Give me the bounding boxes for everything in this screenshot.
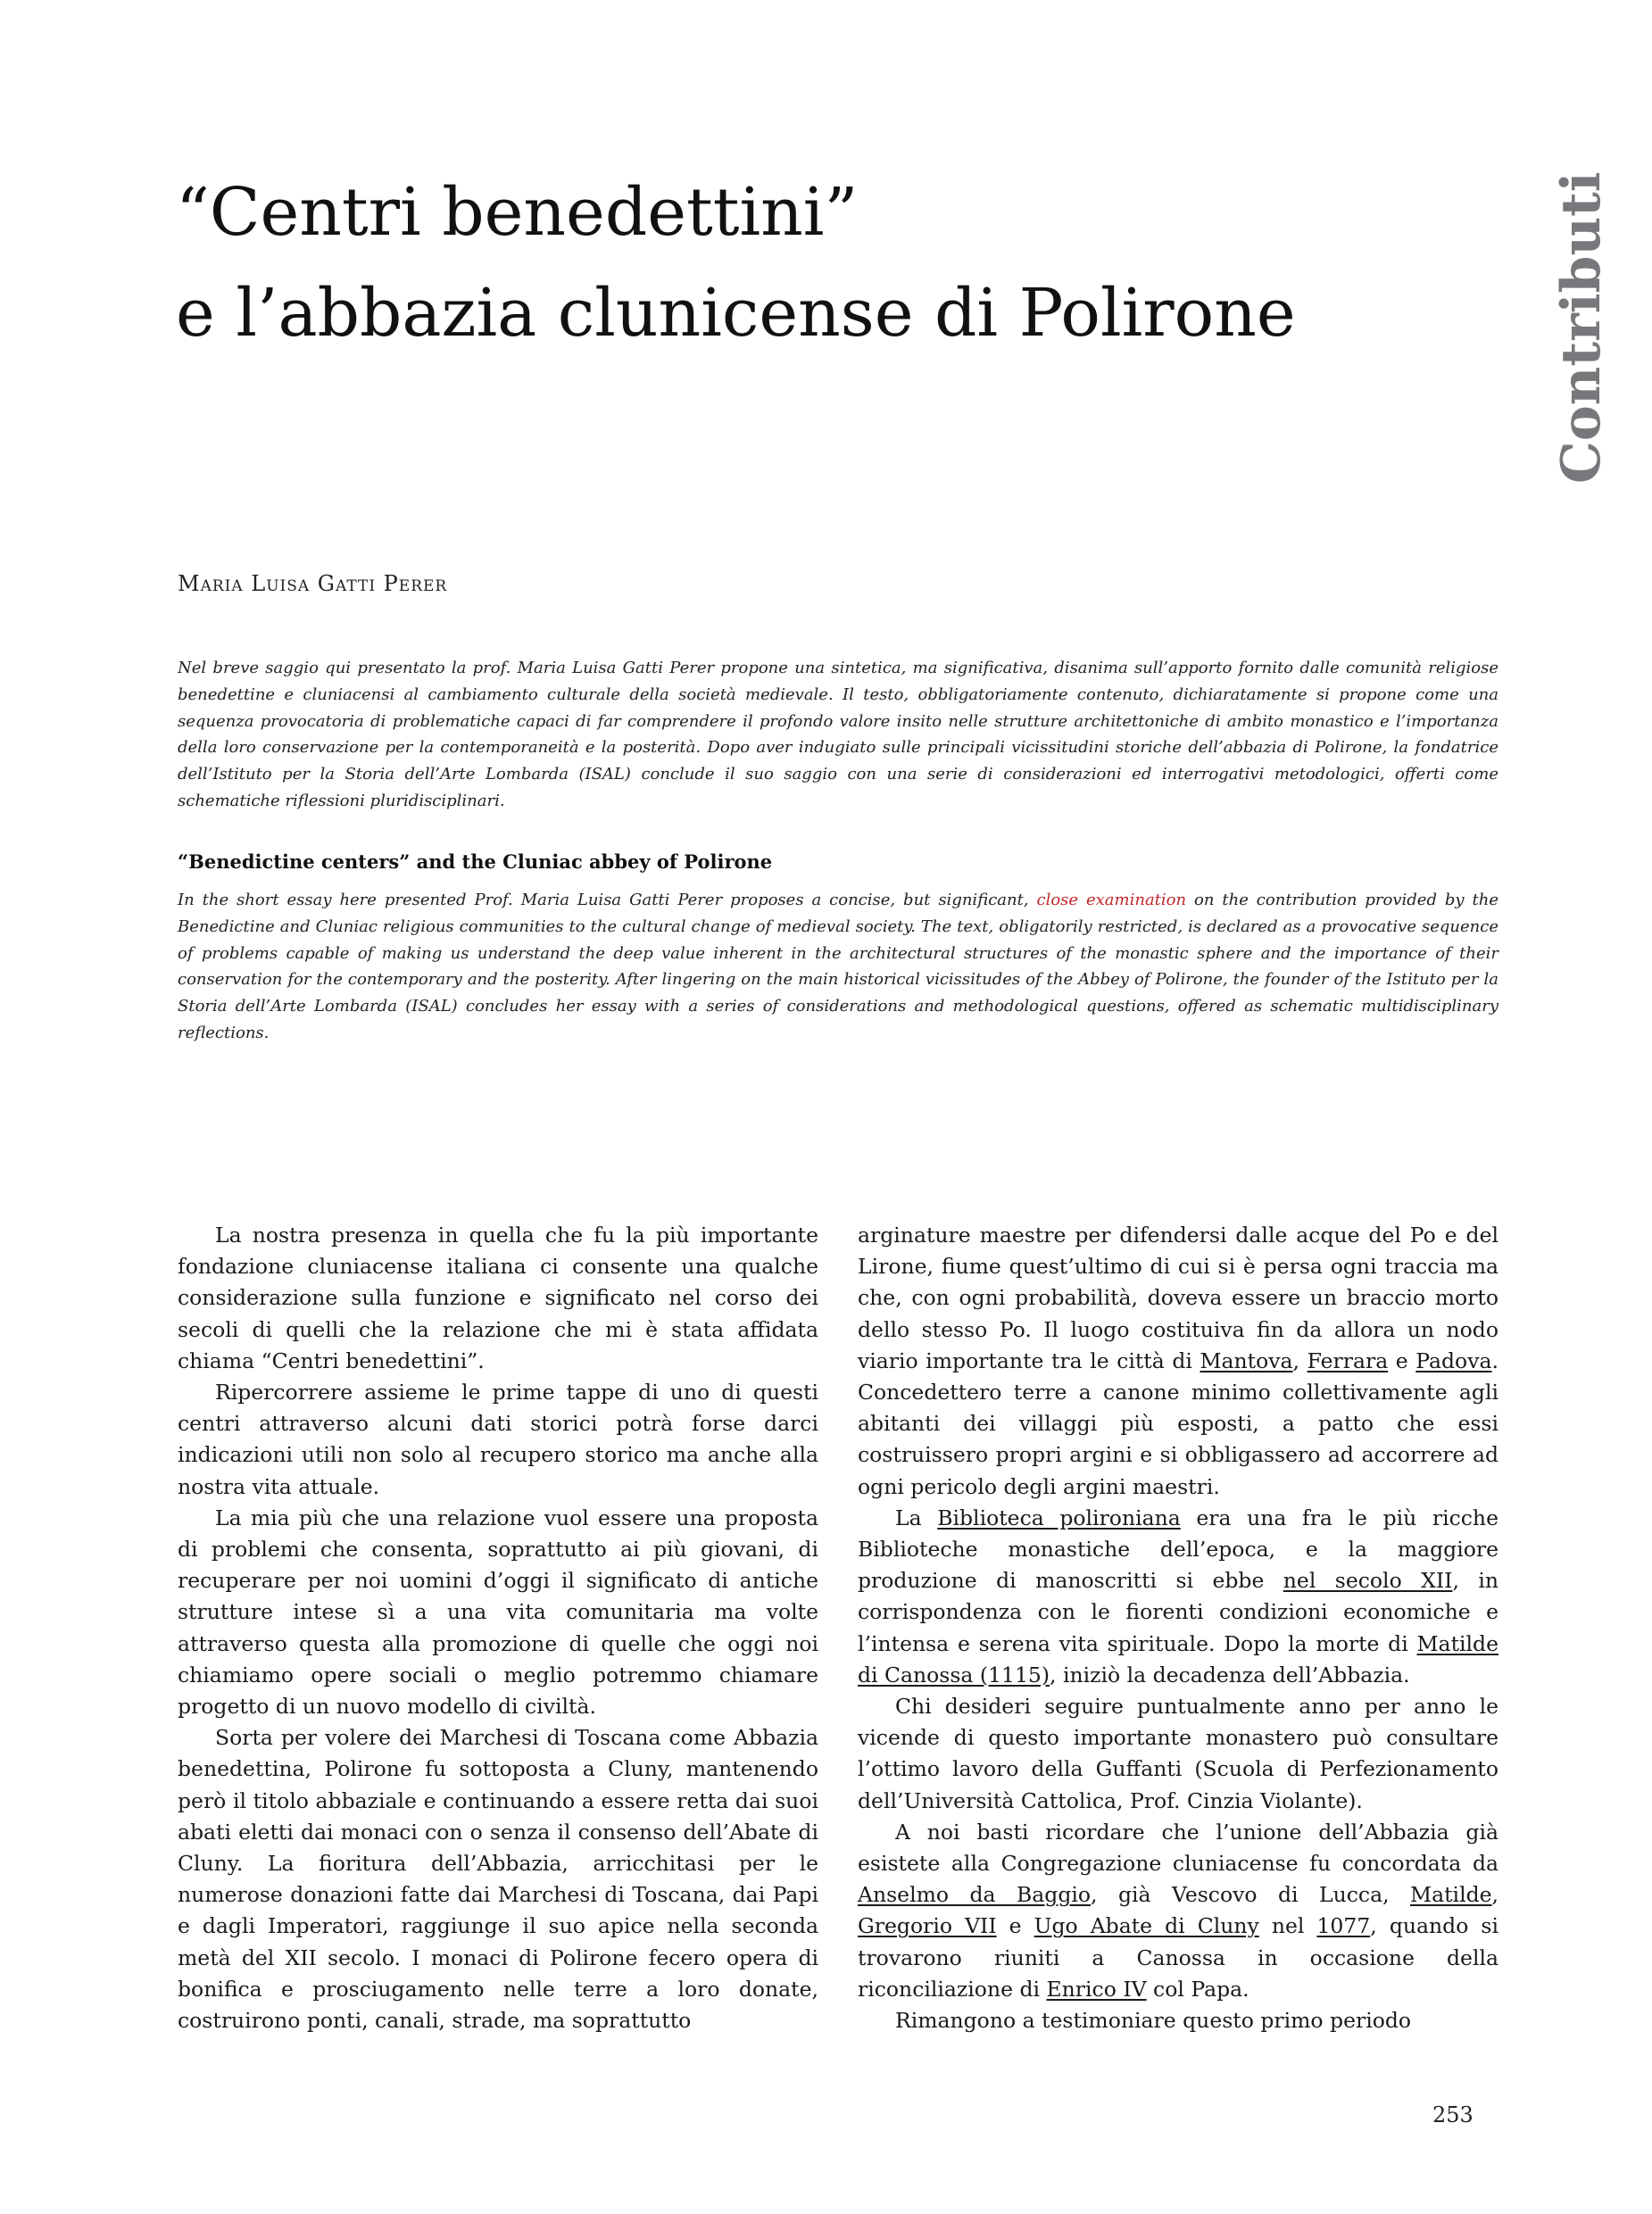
title-line-1: “Centri benedettini” xyxy=(176,174,859,251)
body-text: arginature maestre per difendersi dalle acque del Po e del Lirone, fiume quest’ultimo di cui si è persa ogni traccia ma che, con ogni probabilità, doveva essere un braccio morto dello stesso Po. Il luogo costituiva fin da allora un nodo viario importante tra le città di xyxy=(858,1223,1498,1373)
body-text: , in corrispondenza con le fiorenti condizioni economiche e l’intensa e serena vita spirituale. Dopo la morte di xyxy=(858,1568,1498,1656)
body-paragraph xyxy=(858,1220,1498,1503)
body-text: , già Vescovo di Lucca, xyxy=(1091,1882,1411,1908)
body-text: , xyxy=(1491,1882,1499,1908)
body-text: col Papa. xyxy=(1146,1976,1249,2002)
title-line-2: e l’abbazia clunicense di Polirone xyxy=(176,275,1296,352)
body-text: . Concedettero terre a canone minimo collettivamente agli abitanti dei villaggi più esposti, a patto che essi costruissero propri argini e si obbligassero ad accorrere ad ogni pericolo degli argini maestri. xyxy=(858,1347,1498,1499)
body-text: e xyxy=(996,1913,1034,1939)
highlighted-term: close examination xyxy=(1036,891,1187,909)
link-mantova[interactable]: Mantova xyxy=(1200,1347,1293,1373)
page-number: 253 xyxy=(1432,2102,1474,2127)
link-ugo-abate-di-cluny[interactable]: Ugo Abate di Cluny xyxy=(1034,1913,1259,1939)
abstract-english-text: on the contribution provided by the Benedictine and Cluniac religious communities to the cultural change of medieval society. The text, obligatorily restricted, is declared as a provocative sequence of problems capable of making us understand the deep value inherent in the architectural structures of the monastic sphere and the importance of their conservation for the contemporary and the posterity. After lingering on the main historical vicissitudes of the Abbey of Polirone, the founder of the Istituto per la Storia dell’Arte Lombarda (ISAL) concludes her essay with a series of considerations and methodological questions, offered as schematic multidisciplinary reflections. xyxy=(178,891,1499,1042)
body-paragraph xyxy=(858,1503,1498,1691)
body-text: nel xyxy=(1258,1913,1317,1939)
body-paragraph: Rimangono a testimoniare questo primo periodo xyxy=(895,2008,1412,2034)
body-paragraph: La nostra presenza in quella che fu la più importante fondazione cluniacense italiana ci consente una qualche considerazione sulla funzione e significato nel corso dei secoli di quelli che la relazione che mi è stata affidata chiama “Centri benedettini”. xyxy=(178,1223,818,1373)
body-paragraph: Ripercorrere assieme le prime tappe di uno di questi centri attraverso alcuni dati storici potrà forse darci indicazioni utili non solo al recupero storico ma anche alla nostra vita attuale. xyxy=(178,1380,818,1499)
link-matilde-di-canossa[interactable]: Matilde di Canossa (1115) xyxy=(858,1630,1498,1687)
link-padova[interactable]: Padova xyxy=(1415,1347,1492,1373)
link-biblioteca-polironiana[interactable]: Biblioteca polironiana xyxy=(937,1505,1181,1530)
link-anselmo-da-baggio[interactable]: Anselmo da Baggio xyxy=(858,1882,1092,1908)
body-paragraph xyxy=(858,1817,1498,2005)
author-name: Maria Luisa Gatti Perer xyxy=(178,571,448,596)
body-text: La xyxy=(895,1505,938,1530)
body-text: , quando si trovarono riuniti a Canossa in occasione della riconciliazione di xyxy=(858,1913,1498,2002)
body-column-right xyxy=(858,1220,1498,2036)
body-paragraph: Sorta per volere dei Marchesi di Toscana come Abbazia benedettina, Polirone fu sottoposta a Cluny, mantenendo però il titolo abbaziale e continuando a essere retta dai suoi abati eletti dai monaci con o senza il consenso dell’Abate di Cluny. La fioritura dell’Abbazia, arricchitasi per le numerose donazioni fatte dai Marchesi di Toscana, dai Papi e dagli Imperatori, raggiunge il suo apice nella seconda metà del XII secolo. I monaci di Polirone fecero opera di bonifica e prosciugamento nelle terre a loro donate, costruirono ponti, canali, strade, ma soprattutto xyxy=(178,1725,818,2034)
body-text: era una fra le più ricche Biblioteche monastiche dell’epoca, e la maggiore produzione di manoscritti si ebbe xyxy=(858,1505,1498,1594)
body-paragraph: La mia più che una relazione vuol essere una proposta di problemi che consenta, soprattutto ai più giovani, di recuperare per noi uomini d’oggi il significato di antiche strutture intese sì a una vita comunitaria ma volte attraverso questa alla promozione di quelle che oggi noi chiamiamo opere sociali o meglio potremmo chiamare progetto di un nuovo modello di civiltà. xyxy=(178,1505,818,1720)
section-label xyxy=(1548,171,1615,484)
body-column-left xyxy=(178,1220,818,2036)
page-title xyxy=(176,162,1336,364)
link-ferrara[interactable]: Ferrara xyxy=(1307,1347,1389,1373)
section-label-text: Contributi xyxy=(1550,171,1613,484)
english-abstract-heading: “Benedictine centers” and the Cluniac abbey of Polirone xyxy=(178,850,773,873)
abstract-english xyxy=(178,887,1498,1047)
body-text: A noi basti ricordare che l’unione dell’Abbazia già esistete alla Congregazione cluniacense fu concordata da xyxy=(858,1819,1498,1877)
body-text: , xyxy=(1292,1347,1300,1373)
abstract-italian: Nel breve saggio qui presentato la prof. Maria Luisa Gatti Perer propone una sintetica, ma significativa, disanima sull’apporto fornito dalle comunità religiose benedettine e cluniacensi al cambiamento culturale della società medievale. Il testo, obbligatoriamente contenuto, dichiaratamente si propone come una sequenza provocatoria di problematiche capaci di far comprendere il profondo valore insito nelle strutture architettoniche di ambito monastico e l’importanza della loro conservazione per la contemporaneità e la posterità. Dopo aver indugiato sulle principali vicissitudini storiche dell’abbazia di Polirone, la fondatrice dell’Istituto per la Storia dell’Arte Lombarda (ISAL) conclude il suo saggio con una serie di considerazioni ed interrogativi metodologici, offerti come schematiche riflessioni pluridisciplinari. xyxy=(178,659,1498,810)
abstract-english-text: In the short essay here presented Prof. Maria Luisa Gatti Perer proposes a concise, but significant, xyxy=(178,891,1037,909)
body-text: e xyxy=(1388,1347,1416,1373)
link-1077[interactable]: 1077 xyxy=(1316,1913,1371,1939)
body-text: , iniziò la decadenza dell’Abbazia. xyxy=(1050,1662,1410,1687)
link-matilde[interactable]: Matilde xyxy=(1410,1882,1492,1908)
body-paragraph: Chi desideri seguire puntualmente anno per anno le vicende di questo importante monastero può consultare l’ottimo lavoro della Guffanti (Scuola di Perfezionamento dell’Università Cattolica, Prof. Cinzia Violante). xyxy=(858,1694,1498,1813)
link-secolo-xii[interactable]: nel secolo XII xyxy=(1283,1568,1453,1594)
link-gregorio-vii[interactable]: Gregorio VII xyxy=(858,1913,997,1939)
link-enrico-iv[interactable]: Enrico IV xyxy=(1046,1976,1147,2002)
